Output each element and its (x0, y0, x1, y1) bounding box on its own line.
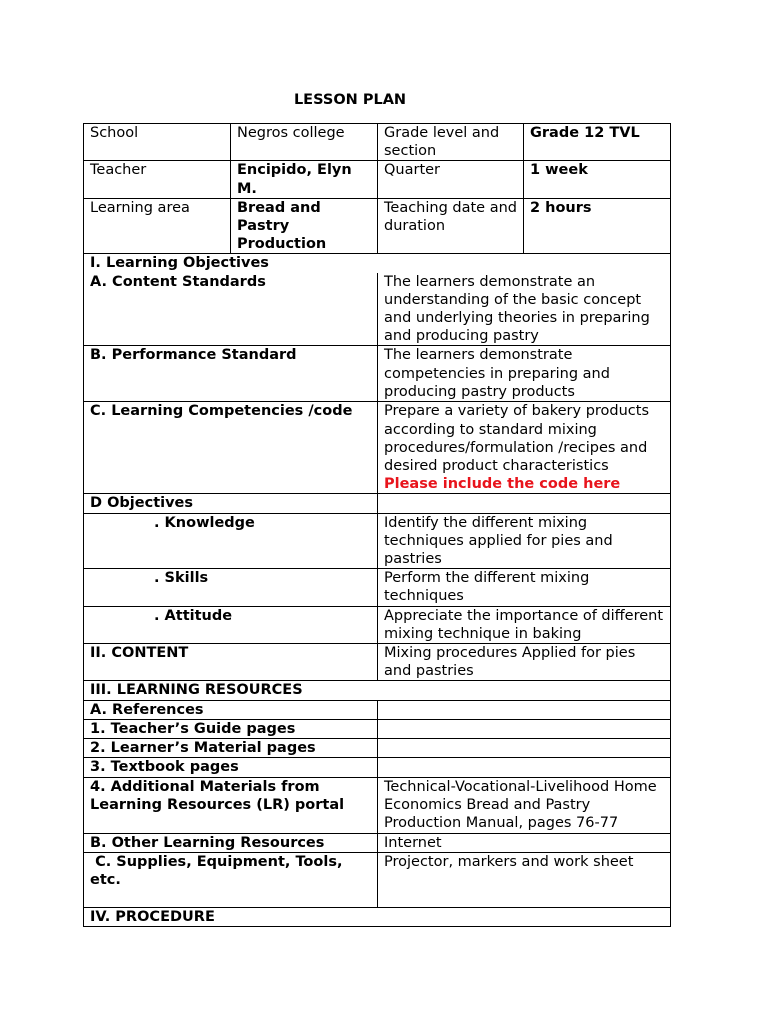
row-textbook (84, 758, 671, 777)
knowledge-label: . Knowledge (84, 513, 378, 569)
attitude-value: Appreciate the importance of different mixing technique in baking (378, 606, 671, 643)
objectives-heading: I. Learning Objectives (84, 254, 671, 273)
skills-label: . Skills (84, 569, 378, 606)
performance-value: The learners demonstrate competencies in preparing and producing pastry products (378, 346, 671, 402)
row-skills (84, 569, 671, 606)
content-standards-value: The learners demonstrate an understanding of the basic concept and underlying theories in preparing and producing pastry (378, 273, 671, 346)
content-value: Mixing procedures Applied for pies and pastries (378, 644, 671, 681)
quarter-value: 1 week (524, 161, 671, 198)
skills-value: Perform the different mixing techniques (378, 569, 671, 606)
additional-materials-label: 4. Additional Materials from Learning Resources (LR) portal (84, 777, 378, 833)
references-value (378, 700, 671, 719)
supplies-label: C. Supplies, Equipment, Tools, etc. (84, 852, 378, 907)
area-value: Bread and Pastry Production (231, 198, 378, 254)
teachers-guide-label: 1. Teacher’s Guide pages (84, 719, 378, 738)
row-references (84, 700, 671, 719)
row-d-objectives (84, 494, 671, 513)
content-label: II. CONTENT (84, 644, 378, 681)
row-content-standards (84, 273, 671, 346)
grade-value: Grade 12 TVL (524, 124, 671, 161)
d-objectives-label: D Objectives (84, 494, 378, 513)
teacher-value: Encipido, Elyn M. (231, 161, 378, 198)
learners-material-label: 2. Learner’s Material pages (84, 739, 378, 758)
content-standards-label: A. Content Standards (84, 273, 378, 346)
competencies-value: Prepare a variety of bakery products according to standard mixing procedures/formulation /recipes and desired product characteristics (384, 403, 650, 475)
date-label: Teaching date and duration (378, 198, 524, 254)
row-teacher (84, 161, 671, 198)
additional-materials-value: Technical-Vocational-Livelihood Home Economics Bread and Pastry Production Manual, pages 76-77 (378, 777, 671, 833)
supplies-value: Projector, markers and work sheet (378, 852, 671, 907)
school-label: School (84, 124, 231, 161)
area-label: Learning area (84, 198, 231, 254)
grade-label: Grade level and section (378, 124, 524, 161)
page-title: LESSON PLAN (293, 92, 407, 108)
d-objectives-value (378, 494, 671, 513)
row-other-resources (84, 833, 671, 852)
resources-heading: III. LEARNING RESOURCES (84, 681, 671, 700)
textbook-label: 3. Textbook pages (84, 758, 378, 777)
competencies-label: C. Learning Competencies /code (84, 402, 378, 494)
row-performance (84, 346, 671, 402)
references-label: A. References (84, 700, 378, 719)
attitude-label: . Attitude (84, 606, 378, 643)
date-value: 2 hours (524, 198, 671, 254)
row-procedure (84, 907, 671, 926)
performance-label: B. Performance Standard (84, 346, 378, 402)
competencies-cell (378, 402, 671, 494)
row-attitude (84, 606, 671, 643)
row-competencies (84, 402, 671, 494)
learners-material-value (378, 739, 671, 758)
row-supplies (84, 852, 671, 907)
row-teachers-guide (84, 719, 671, 738)
school-value: Negros college (231, 124, 378, 161)
teacher-label: Teacher (84, 161, 231, 198)
row-additional-materials (84, 777, 671, 833)
row-resources-heading (84, 681, 671, 700)
knowledge-value: Identify the different mixing techniques applied for pies and pastries (378, 513, 671, 569)
row-learners-material (84, 739, 671, 758)
quarter-label: Quarter (378, 161, 524, 198)
textbook-value (378, 758, 671, 777)
procedure-label: IV. PROCEDURE (84, 907, 671, 926)
row-objectives-heading (84, 254, 671, 273)
other-resources-label: B. Other Learning Resources (84, 833, 378, 852)
row-area (84, 198, 671, 254)
other-resources-value: Internet (378, 833, 671, 852)
lesson-plan-table (83, 123, 671, 927)
row-school (84, 124, 671, 161)
row-content (84, 644, 671, 681)
row-knowledge (84, 513, 671, 569)
competencies-code-note: Please include the code here (384, 476, 621, 493)
teachers-guide-value (378, 719, 671, 738)
